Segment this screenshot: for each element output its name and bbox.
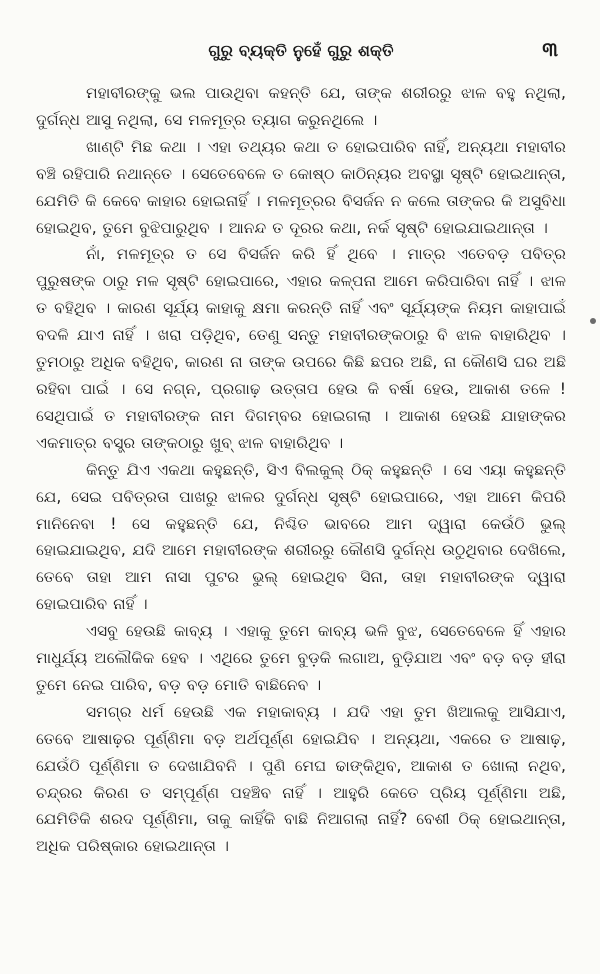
paragraph-1: ମହାବୀରଙ୍କୁ ଭଲ ପାଉଥିବା କହନ୍ତି ଯେ, ତାଙ୍କ ଶରୀରରୁ ଝାଳ ବହୁ ନଥିଲା, ଦୁର୍ଗନ୍ଧ ଆସୁ ନଥିଲା, ସେ ମଳମୂତ୍ର ତ୍ୟାଗ କରୁନଥିଲେ । <box>36 84 566 129</box>
margin-dot <box>590 318 596 324</box>
paragraph-5: ଏସବୁ ହେଉଛି କାବ୍ୟ । ଏହାକୁ ତୁମେ କାବ୍ୟ ଭଳି ବୁଝ, ସେତେବେଳେ ହିଁ ଏହାର ମାଧୁର୍ଯ୍ୟ ଅଲୌକିକ ହେବ । ଏଥିରେ ତୁମେ ବୁଡ଼କି ଲଗାଅ, ବୁଡ଼ିଯାଅ ଏବଂ ବଡ଼ ବଡ଼ ହୀରା ତୁମେ ନେଇ ପାରିବ, ବଡ଼ ବଡ଼ ମୋତି ବାଛିନେବ । <box>36 622 566 694</box>
paragraph-6: ସମଗ୍ର ଧର୍ମ ହେଉଛି ଏକ ମହାକାବ୍ୟ । ଯଦି ଏହା ତୁମ ଖିଆଲକୁ ଆସିଯାଏ, ତେବେ ଆଷାଢ଼ର ପୂର୍ଣ୍ଣିମା ବଡ଼ ଅର୍ଥପୂର୍ଣ୍ଣ ହୋଇଯିବ । ଅନ୍ୟଥା, ଏକରେ ତ ଆଷାଢ଼, ଯେଉଁଠି ପୂର୍ଣ୍ଣିମା ତ ଦେଖାଯିବନି । ପୁଣି ମେଘ ଢାଙ୍କିଥିବ, ଆକାଶ ତ ଖୋଲା ନଥିବ, ଚନ୍ଦ୍ରର କିରଣ ତ ସମ୍ପୂର୍ଣ୍ଣ ପହଞ୍ଚିବ ନାହିଁ । ଆହୁରି କେତେ ପ୍ରିୟ ପୂର୍ଣ୍ଣିମା ଅଛି, ଯେମିତିକି ଶରଦ ପୂର୍ଣ୍ଣିମା, ତାକୁ କାହିଁକି ବାଛି ନିଆଗଲା ନାହିଁ? ବେଶୀ ଠିକ୍ ହୋଇଥାନ୍ତା, ଅଧିକ ପରିଷ୍କାର ହୋଇଥାନ୍ତା । <box>36 702 566 856</box>
paragraph-4: କିନ୍ତୁ ଯିଏ ଏକଥା କହୁଛନ୍ତି, ସିଏ ବିଲକୁଲ୍ ଠିକ୍ କହୁଛନ୍ତି । ସେ ଏୟା କହୁଛନ୍ତି ଯେ, ସେଇ ପବିତ୍ରତା ପାଖରୁ ଝାଳର ଦୁର୍ଗନ୍ଧ ସୃଷ୍ଟି ହୋଇପାରେ, ଏହା ଆମେ କିପରି ମାନିନେବା ! ସେ କହୁଛନ୍ତି ଯେ, ନିଶ୍ଚିତ ଭାବରେ ଆମ ଦ୍ୱାରା କେଉଁଠି ଭୁଲ୍ ହୋଇଯାଇଥିବ, ଯଦି ଆମେ ମହାବୀରଙ୍କ ଶରୀରରୁ କୌଣସି ଦୁର୍ଗନ୍ଧ ଉଠୁଥିବାର ଦେଖିଲେ, ତେବେ ତାହା ଆମ ନାସା ପୁଟର ଭୁଲ୍ ହୋଇଥିବ ସିନା, ତାହା ମହାବୀରଙ୍କ ଦ୍ୱାରା ହୋଇପାରିବ ନାହିଁ । <box>36 460 567 614</box>
paragraph-2: ଖାଣ୍ଟି ମିଛ କଥା । ଏହା ତଥ୍ୟର କଥା ତ ହୋଇପାରିବ ନାହିଁ, ଅନ୍ୟଥା ମହାବୀର ବଞ୍ଚି ରହିପାରି ନଥାନ୍ତେ । ସେତେବେଳେ ତ କୋଷ୍ଠ କାଠିନ୍ୟର ଅବସ୍ଥା ସୃଷ୍ଟି ହୋଇଥାନ୍ତା, ଯେମିତି କି କେବେ କାହାର ହୋଇନାହିଁ । ମଳମୂତ୍ରର ବିସର୍ଜନ ନ କଲେ ତାଙ୍କର କି ଅସୁବିଧା ହୋଇଥିବ, ତୁମେ ବୁଝିପାରୁଥିବ । ଆନନ୍ଦ ତ ଦୂରର କଥା, ନର୍କ ସୃଷ୍ଟି ହୋଇଯାଇଥାନ୍ତା । <box>36 137 566 237</box>
body-text <box>36 80 566 860</box>
running-head <box>36 37 566 80</box>
page-number: ୩ <box>542 37 558 61</box>
running-title: ଗୁରୁ ବ୍ୟକ୍ତି ନୁହେଁ ଗୁରୁ ଶକ୍ତି <box>208 41 394 60</box>
paragraph-3: ନାଁ, ମଳମୂତ୍ର ତ ସେ ବିସର୍ଜନ କରି ହିଁ ଥିବେ । ମାତ୍ର ଏତେବଡ଼ ପବିତ୍ର ପୁରୁଷଙ୍କ ଠାରୁ ମଳ ସୃଷ୍ଟି ହୋଇପାରେ, ଏହାର କଳ୍ପନା ଆମେ କରିପାରିବା ନାହିଁ । ଝାଳ ତ ବହିଥିବ । କାରଣ ସୂର୍ଯ୍ୟ କାହାକୁ କ୍ଷମା କରନ୍ତି ନାହିଁ ଏବଂ ସୂର୍ଯ୍ୟଙ୍କ ନିୟମ କାହାପାଇଁ ବଦଳି ଯାଏ ନାହିଁ । ଖରା ପଡ଼ିଥିବ, ତେଣୁ ସନ୍ତୁ ମହାବୀରଙ୍କଠାରୁ ବି ଝାଳ ବାହାରିଥିବ । ତୁମଠାରୁ ଅଧିକ ବହିଥିବ, କାରଣ ନା ତାଙ୍କ ଉପରେ କିଛି ଛପର ଅଛି, ନା କୌଣସି ଘର ଅଛି ରହିବା ପାଇଁ । ସେ ନଗ୍ନ, ପ୍ରଗାଢ଼ ଉତ୍ତାପ ହେଉ କି ବର୍ଷା ହେଉ, ଆକାଶ ତଳେ ! ସେଥିପାଇଁ ତ ମହାବୀରଙ୍କ ନାମ ଦିଗମ୍ବର ହୋଇଗଲା । ଆକାଶ ହେଉଛି ଯାହାଙ୍କର ଏକମାତ୍ର ବସ୍ତ୍ର ତାଙ୍କଠାରୁ ଖୁବ୍ ଝାଳ ବାହାରିଥିବ । <box>36 245 566 452</box>
